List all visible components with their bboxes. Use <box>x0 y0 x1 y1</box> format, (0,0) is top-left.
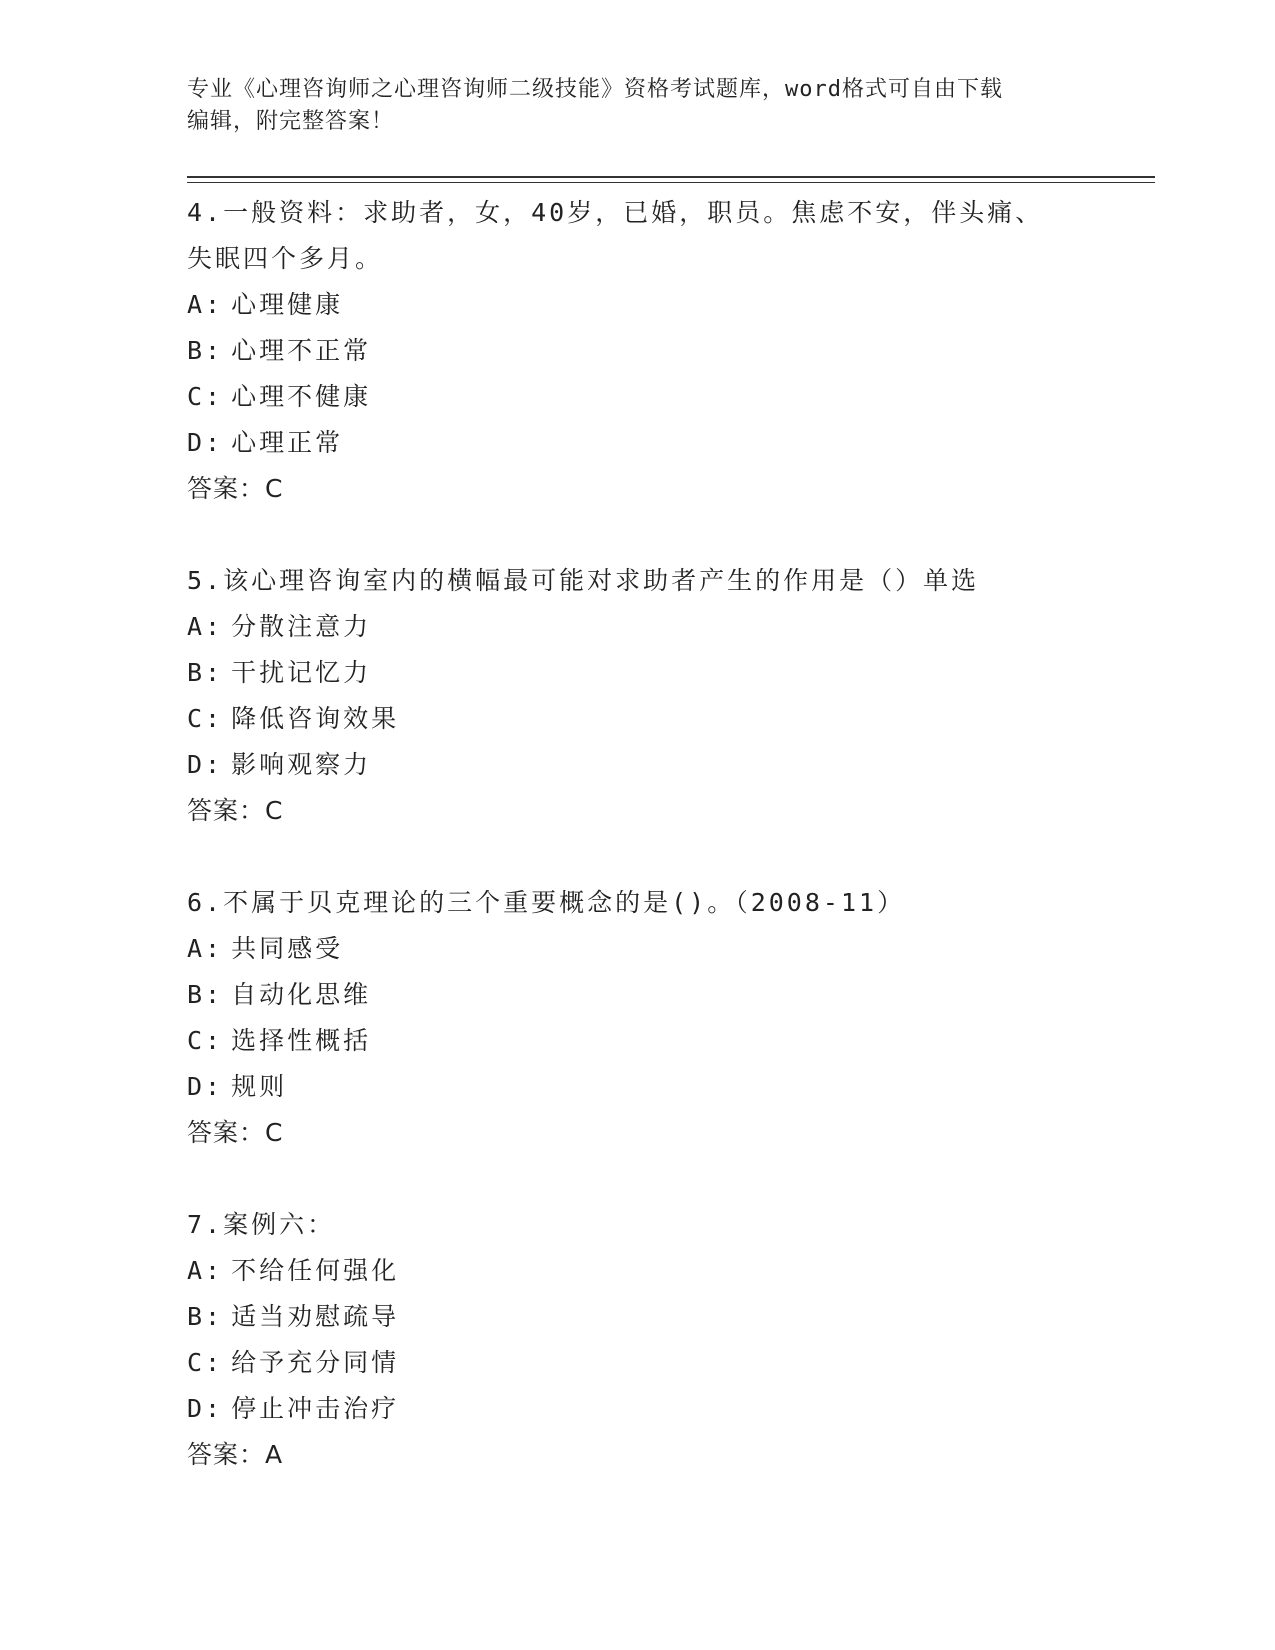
option-b <box>187 328 1155 374</box>
option-d <box>187 1064 1155 1110</box>
answer-line: 答案：C <box>187 1118 284 1147</box>
option-text: 心理正常 <box>231 428 344 457</box>
question-4 <box>187 190 1155 512</box>
question-spacer <box>187 512 1155 558</box>
option-letter: C: <box>187 1348 224 1377</box>
option-c <box>187 696 1155 742</box>
option-c <box>187 374 1155 420</box>
option-letter: C: <box>187 1026 224 1055</box>
option-letter: A: <box>187 290 224 319</box>
option-text: 干扰记忆力 <box>231 658 372 687</box>
option-text: 适当劝慰疏导 <box>231 1302 400 1331</box>
option-text: 给予充分同情 <box>231 1348 400 1377</box>
option-text: 自动化思维 <box>231 980 372 1009</box>
question-list <box>187 190 1155 1478</box>
option-text: 停止冲击治疗 <box>231 1394 400 1423</box>
question-stem: 5.该心理咨询室内的横幅最可能对求助者产生的作用是（）单选 <box>187 566 980 595</box>
option-b <box>187 972 1155 1018</box>
question-6 <box>187 880 1155 1156</box>
option-a <box>187 926 1155 972</box>
option-d <box>187 420 1155 466</box>
question-spacer <box>187 834 1155 880</box>
option-text: 规则 <box>231 1072 288 1101</box>
question-stem: 7.案例六： <box>187 1210 336 1239</box>
option-text: 影响观察力 <box>231 750 372 779</box>
option-letter: A: <box>187 612 224 641</box>
header-rule-thin <box>187 182 1155 183</box>
option-letter: B: <box>187 658 224 687</box>
option-letter: A: <box>187 934 224 963</box>
question-stem-continued: 失眠四个多月。 <box>187 244 384 273</box>
option-c <box>187 1018 1155 1064</box>
header-line-1: 专业《心理咨询师之心理咨询师二级技能》资格考试题库，word格式可自由下载 <box>187 77 1003 102</box>
option-a <box>187 604 1155 650</box>
answer-line: 答案：A <box>187 1440 284 1469</box>
option-a <box>187 1248 1155 1294</box>
option-letter: B: <box>187 980 224 1009</box>
option-d <box>187 1386 1155 1432</box>
question-7 <box>187 1202 1155 1478</box>
document-header <box>187 74 1077 138</box>
question-spacer <box>187 1156 1155 1202</box>
option-text: 心理不正常 <box>231 336 372 365</box>
option-d <box>187 742 1155 788</box>
question-5 <box>187 558 1155 834</box>
option-letter: C: <box>187 382 224 411</box>
option-letter: A: <box>187 1256 224 1285</box>
option-b <box>187 1294 1155 1340</box>
option-a <box>187 282 1155 328</box>
option-text: 心理健康 <box>231 290 344 319</box>
option-letter: C: <box>187 704 224 733</box>
header-line-2: 编辑，附完整答案！ <box>187 109 395 134</box>
option-text: 共同感受 <box>231 934 344 963</box>
question-stem: 6.不属于贝克理论的三个重要概念的是()。（2008-11） <box>187 888 906 917</box>
option-c <box>187 1340 1155 1386</box>
option-text: 选择性概括 <box>231 1026 372 1055</box>
option-letter: B: <box>187 1302 224 1331</box>
option-letter: D: <box>187 750 224 779</box>
option-text: 不给任何强化 <box>231 1256 400 1285</box>
option-letter: D: <box>187 1072 224 1101</box>
option-b <box>187 650 1155 696</box>
header-rule-thick <box>187 176 1155 178</box>
option-letter: D: <box>187 428 224 457</box>
option-text: 降低咨询效果 <box>231 704 400 733</box>
option-letter: D: <box>187 1394 224 1423</box>
answer-line: 答案：C <box>187 796 284 825</box>
answer-line: 答案：C <box>187 474 284 503</box>
option-text: 分散注意力 <box>231 612 372 641</box>
option-letter: B: <box>187 336 224 365</box>
option-text: 心理不健康 <box>231 382 372 411</box>
question-stem: 4.一般资料：求助者，女，40岁，已婚，职员。焦虑不安，伴头痛、 <box>187 198 1044 227</box>
